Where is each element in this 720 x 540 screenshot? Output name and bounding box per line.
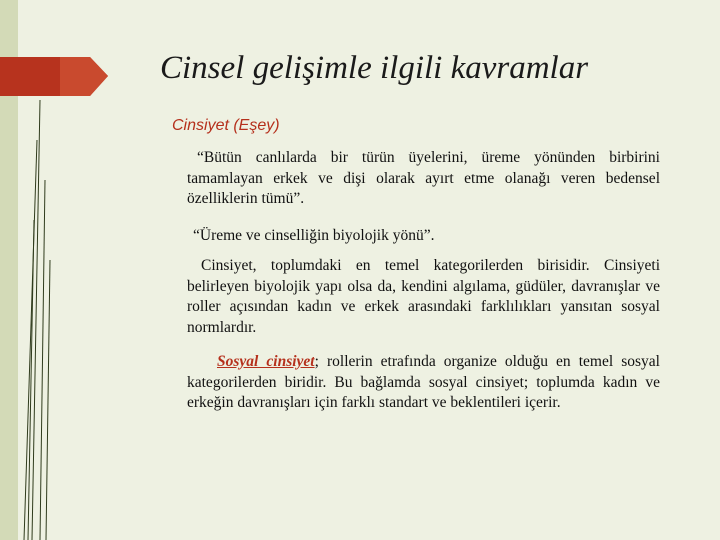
definition-paragraph: “Bütün canlılarda bir türün üyelerini, üreme yönünden birbirini tamamlayan erkek ve dişi olarak ayırt etme olanağı veren bedensel özelliklerin tümü”. <box>187 149 660 207</box>
social-gender-paragraph <box>187 352 660 414</box>
page-title: Cinsel gelişimle ilgili kavramlar <box>160 50 589 86</box>
decorative-lines-graphic <box>0 0 130 540</box>
biological-aspect-paragraph: “Üreme ve cinselliğin biyolojik yönü”. <box>193 227 435 244</box>
social-gender-description: ; rollerin etrafında organize olduğu en temel sosyal kategorilerden biridir. Bu bağlamda sosyal cinsiyet; toplumda kadın ve erkeğin davranışları için farklı standart ve beklentileri içerir. <box>187 353 660 411</box>
gender-category-paragraph: Cinsiyet, toplumdaki en temel kategorilerden birisidir. Cinsiyeti belirleyen biyolojik yapı olsa da, kendini algılama, güdüler, davranışlar ve roller açısından kadın ve erkek arasındaki farklılıkları yansıtan sosyal normlardır. <box>187 257 660 336</box>
section-subtitle: Cinsiyet (Eşey) <box>172 117 280 134</box>
social-gender-term: Sosyal cinsiyet <box>217 353 315 370</box>
